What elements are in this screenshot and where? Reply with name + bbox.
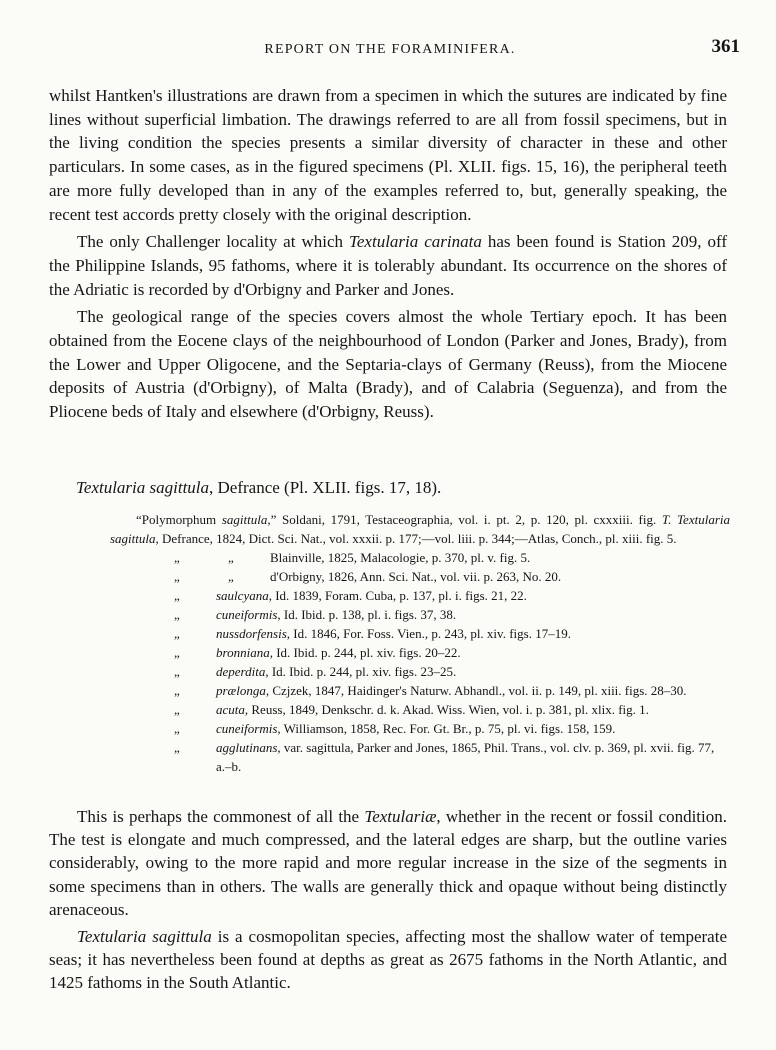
- paragraph-geological-range: The geological range of the species covers almost the whole Tertiary epoch. It has been obtained from the Eocene clays of the neighbourhood of London (Parker and Jones, Brady), from the Lower and Upper Oligocene, and the Septaria-clays of Germany (Reuss), from the Miocene deposits of Austria (d'Orbigny), of Malta (Brady), and of Calabria (Seguenza), and from the Pliocene beds of Italy and elsewhere (d'Orbigny, Reuss).: [49, 307, 727, 422]
- synonymy-entry: „ prælonga, Czjzek, 1847, Haidinger's Naturw. Abhandl., vol. ii. p. 149, pl. xiii. figs. 28–30.: [174, 683, 687, 698]
- page-number: 361: [711, 36, 740, 57]
- species-heading-name: Textularia sagittula: [76, 478, 210, 497]
- synonymy-entry: „ deperdita, Id. Ibid. p. 244, pl. xiv. figs. 23–25.: [174, 664, 457, 679]
- paragraph-distribution: Textularia sagittula is a cosmopolitan species, affecting most the shallow water of temperate seas; it has nevertheless been found at depths as great as 2675 fathoms in the North Atlantic, and 1425 fathoms in the South Atlantic.: [49, 927, 727, 993]
- synonymy-entry: „ agglutinans, var. sagittula, Parker and Jones, 1865, Phil. Trans., vol. clv. p. 369, pl. xvii. fig. 77, a.–b.: [174, 740, 715, 774]
- paragraph-description: This is perhaps the commonest of all the Textulariæ, whether in the recent or fossil condition. The test is elongate and much compressed, and the lateral edges are sharp, but the outline varies considerably, owing to the more rapid and more regular increase in the size of the segments in some specimens than in others. The walls are generally thick and opaque without being distinctly arenaceous.: [49, 807, 727, 919]
- synonymy-entry: „ cuneiformis, Id. Ibid. p. 138, pl. i. figs. 37, 38.: [174, 607, 457, 622]
- synonymy-lead: “Polymorphum sagittula,” Soldani, 1791, Testaceographia, vol. i. pt. 2, p. 120, pl. cxxxiii. fig. T. Textularia sagittula, Defrance, 1824, Dict. Sci. Nat., vol. xxxii. p. 177;—vol. liii. p. 344;—Atlas, Conch., pl. xiii. fig. 5.: [110, 512, 730, 546]
- body-text-top: [49, 84, 727, 424]
- synonymy-entry: „ cuneiformis, Williamson, 1858, Rec. For. Gt. Br., p. 75, pl. vi. figs. 158, 159.: [174, 721, 616, 736]
- paragraph-continuation: whilst Hantken's illustrations are drawn from a specimen in which the sutures are indicated by fine lines without superficial limbation. The drawings referred to are all from fossil specimens, but in the living condition the species presents a similar diversity of character in these and other particulars. In some cases, as in the figured specimens (Pl. XLII. figs. 15, 16), the peripheral teeth are more fully developed than in any of the examples referred to, but, generally speaking, the recent test accords pretty closely with the original description.: [49, 86, 727, 224]
- synonymy-entry: „ acuta, Reuss, 1849, Denkschr. d. k. Akad. Wiss. Wien, vol. i. p. 381, pl. xlix. fig. 1.: [174, 702, 649, 717]
- species-heading: Textularia sagittula, Defrance (Pl. XLII. figs. 17, 18).: [76, 478, 442, 497]
- synonymy-entry: „ bronniana, Id. Ibid. p. 244, pl. xiv. figs. 20–22.: [174, 645, 461, 660]
- body-text-bottom: [49, 805, 727, 995]
- synonymy-entry: „ „ Blainville, 1825, Malacologie, p. 370, pl. v. fig. 5.: [174, 550, 531, 565]
- species-name: Textularia carinata: [348, 232, 482, 252]
- synonymy-entry: „ saulcyana, Id. 1839, Foram. Cuba, p. 137, pl. i. figs. 21, 22.: [174, 588, 527, 603]
- running-header: [40, 36, 740, 64]
- paragraph-locality: The only Challenger locality at which Textularia carinata has been found is Station 209, off the Philippine Islands, 95 fathoms, where it is tolerably abundant. Its occurrence on the shores of the Adriatic is recorded by d'Orbigny and Parker and Jones.: [49, 232, 727, 299]
- header-title: REPORT ON THE FORAMINIFERA.: [264, 42, 516, 57]
- synonymy-entry: „ nussdorfensis, Id. 1846, For. Foss. Vien., p. 243, pl. xiv. figs. 17–19.: [174, 626, 571, 641]
- synonymy-entry: „ „ d'Orbigny, 1826, Ann. Sci. Nat., vol. vii. p. 263, No. 20.: [174, 569, 562, 584]
- synonymy-list: [110, 510, 730, 776]
